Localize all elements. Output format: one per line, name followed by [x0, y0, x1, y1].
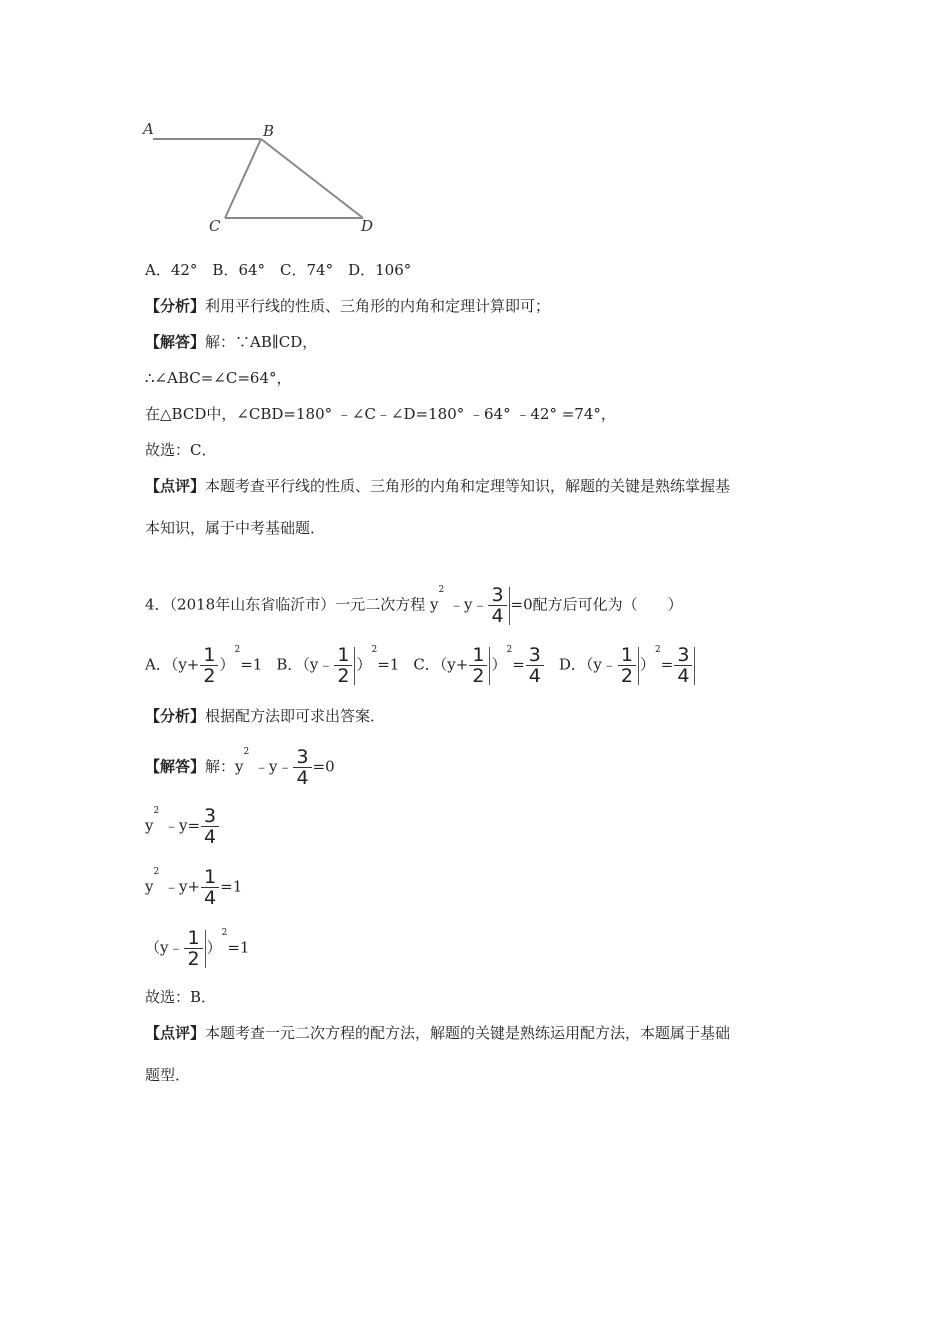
q3-step2: 在△BCD中，∠CBD=180° ﹣∠C﹣∠D=180° ﹣64° ﹣42° =74°， — [145, 405, 616, 423]
numerator: 3 — [204, 805, 217, 827]
numerator: 1 — [472, 644, 485, 666]
denominator: 4 — [677, 665, 690, 687]
fraction-1-2 — [200, 645, 218, 686]
segment-bc — [225, 139, 261, 218]
solution-text: 解：y — [205, 757, 244, 776]
q3-comment — [145, 476, 730, 496]
exponent: 2 — [153, 867, 160, 877]
denominator: 4 — [204, 887, 217, 909]
q4-stem — [145, 585, 683, 626]
comment-text: 本题考查一元二次方程的配方法，解题的关键是熟练运用配方法，本题属于基础 — [205, 1024, 731, 1042]
numerator: 1 — [204, 866, 217, 888]
fraction-3-4 — [293, 747, 311, 788]
equals: =1 — [220, 877, 243, 896]
comment-tag: 【点评】 — [145, 477, 206, 495]
paren: ） — [206, 938, 222, 957]
fraction-1-2 — [469, 645, 487, 686]
q3-answer: 故选：C． — [145, 441, 217, 459]
analysis-text: 根据配方法即可求出答案． — [205, 707, 386, 725]
q3-comment-cont: 本知识，属于中考基础题． — [145, 519, 326, 537]
exponent: 2 — [506, 645, 513, 655]
denominator: 2 — [472, 665, 485, 687]
solution-tag: 【解答】 — [145, 333, 206, 351]
numerator: 3 — [528, 644, 541, 666]
numerator: 3 — [491, 584, 504, 606]
q3-analysis — [145, 296, 550, 316]
stem-text: ﹣y﹣ — [444, 595, 488, 614]
fraction-3-4 — [201, 806, 219, 847]
divider — [205, 930, 206, 968]
q4-comment — [145, 1023, 730, 1043]
denominator: 4 — [296, 767, 309, 789]
label-d: D — [361, 217, 374, 235]
step-text: ﹣y+ — [159, 877, 201, 896]
fraction-1-2 — [334, 645, 352, 686]
solution-text: 解：∵AB∥CD， — [205, 333, 318, 351]
fraction-1-2 — [618, 645, 636, 686]
numerator: 1 — [203, 644, 216, 666]
equals: = — [512, 655, 525, 674]
comment-text: 本题考查平行线的性质、三角形的内角和定理等知识，解题的关键是熟练掌握基 — [205, 477, 731, 495]
q3-options: A．42° B．64° C．74° D．106° — [145, 261, 412, 279]
numerator: 1 — [337, 644, 350, 666]
q3-step1: ∴∠ABC=∠C=64°， — [145, 369, 292, 387]
numerator: 3 — [296, 746, 309, 768]
denominator: 4 — [491, 605, 504, 627]
q4-analysis — [145, 706, 385, 726]
fraction-3-4 — [674, 645, 692, 686]
stem-text: 4．（2018年山东省临沂市）一元二次方程 y — [145, 595, 439, 614]
divider — [509, 587, 510, 625]
label-a: A — [143, 120, 154, 138]
exponent: 2 — [438, 585, 445, 595]
fraction-3-4 — [488, 585, 506, 626]
label-b: B — [263, 122, 275, 140]
q4-options — [145, 645, 696, 686]
q4-comment-cont: 题型． — [145, 1066, 191, 1084]
exponent: 2 — [655, 645, 661, 655]
option-a: A．（y+ — [145, 655, 200, 674]
q4-step3 — [145, 867, 242, 908]
analysis-tag: 【分析】 — [145, 297, 206, 315]
paren: ） — [491, 655, 507, 674]
step-text: y — [145, 816, 154, 835]
solution-tag: 【解答】 — [145, 757, 206, 776]
exponent: 2 — [153, 806, 160, 816]
denominator: 4 — [528, 665, 541, 687]
fraction-1-2 — [184, 928, 202, 969]
denominator: 2 — [337, 665, 350, 687]
denominator: 4 — [204, 826, 217, 848]
denominator: 2 — [187, 948, 200, 970]
stem-text: =0配方后可化为（ ） — [510, 595, 683, 614]
fraction-3-4 — [526, 645, 544, 686]
numerator: 1 — [187, 927, 200, 949]
option-d: D．（y﹣ — [558, 655, 617, 674]
exponent: 2 — [371, 645, 378, 655]
segment-bd — [261, 139, 363, 218]
numerator: 1 — [620, 644, 633, 666]
q3-solution — [145, 332, 317, 352]
q4-step4 — [145, 928, 249, 969]
denominator: 2 — [203, 665, 216, 687]
label-c: C — [209, 217, 221, 235]
q4-step2 — [145, 806, 220, 847]
paren: ） — [356, 655, 372, 674]
equals: =0 — [312, 757, 335, 776]
paren: ） — [219, 655, 235, 674]
fraction-1-4 — [201, 867, 219, 908]
equals: = — [660, 655, 674, 674]
paren: ） — [639, 655, 655, 674]
divider — [694, 647, 695, 685]
numerator: 3 — [677, 644, 690, 666]
equals: =1 — [377, 655, 400, 674]
denominator: 2 — [620, 665, 633, 687]
option-b: B．（y﹣ — [276, 655, 334, 674]
option-c: C．（y+ — [413, 655, 469, 674]
exponent: 2 — [243, 747, 250, 757]
exponent: 2 — [221, 928, 228, 938]
equals: =1 — [227, 938, 250, 957]
analysis-tag: 【分析】 — [145, 707, 206, 725]
step-text: （y﹣ — [145, 938, 184, 957]
comment-tag: 【点评】 — [145, 1024, 206, 1042]
divider — [638, 647, 639, 685]
step-text: ﹣y= — [159, 816, 201, 835]
geometry-figure — [135, 115, 395, 240]
equals: =1 — [240, 655, 263, 674]
q4-answer: 故选：B． — [145, 988, 217, 1006]
step-text: y — [145, 877, 154, 896]
solution-text: ﹣y﹣ — [249, 757, 293, 776]
analysis-text: 利用平行线的性质、三角形的内角和定理计算即可； — [205, 297, 551, 315]
q4-solution — [145, 747, 335, 788]
exponent: 2 — [234, 645, 241, 655]
